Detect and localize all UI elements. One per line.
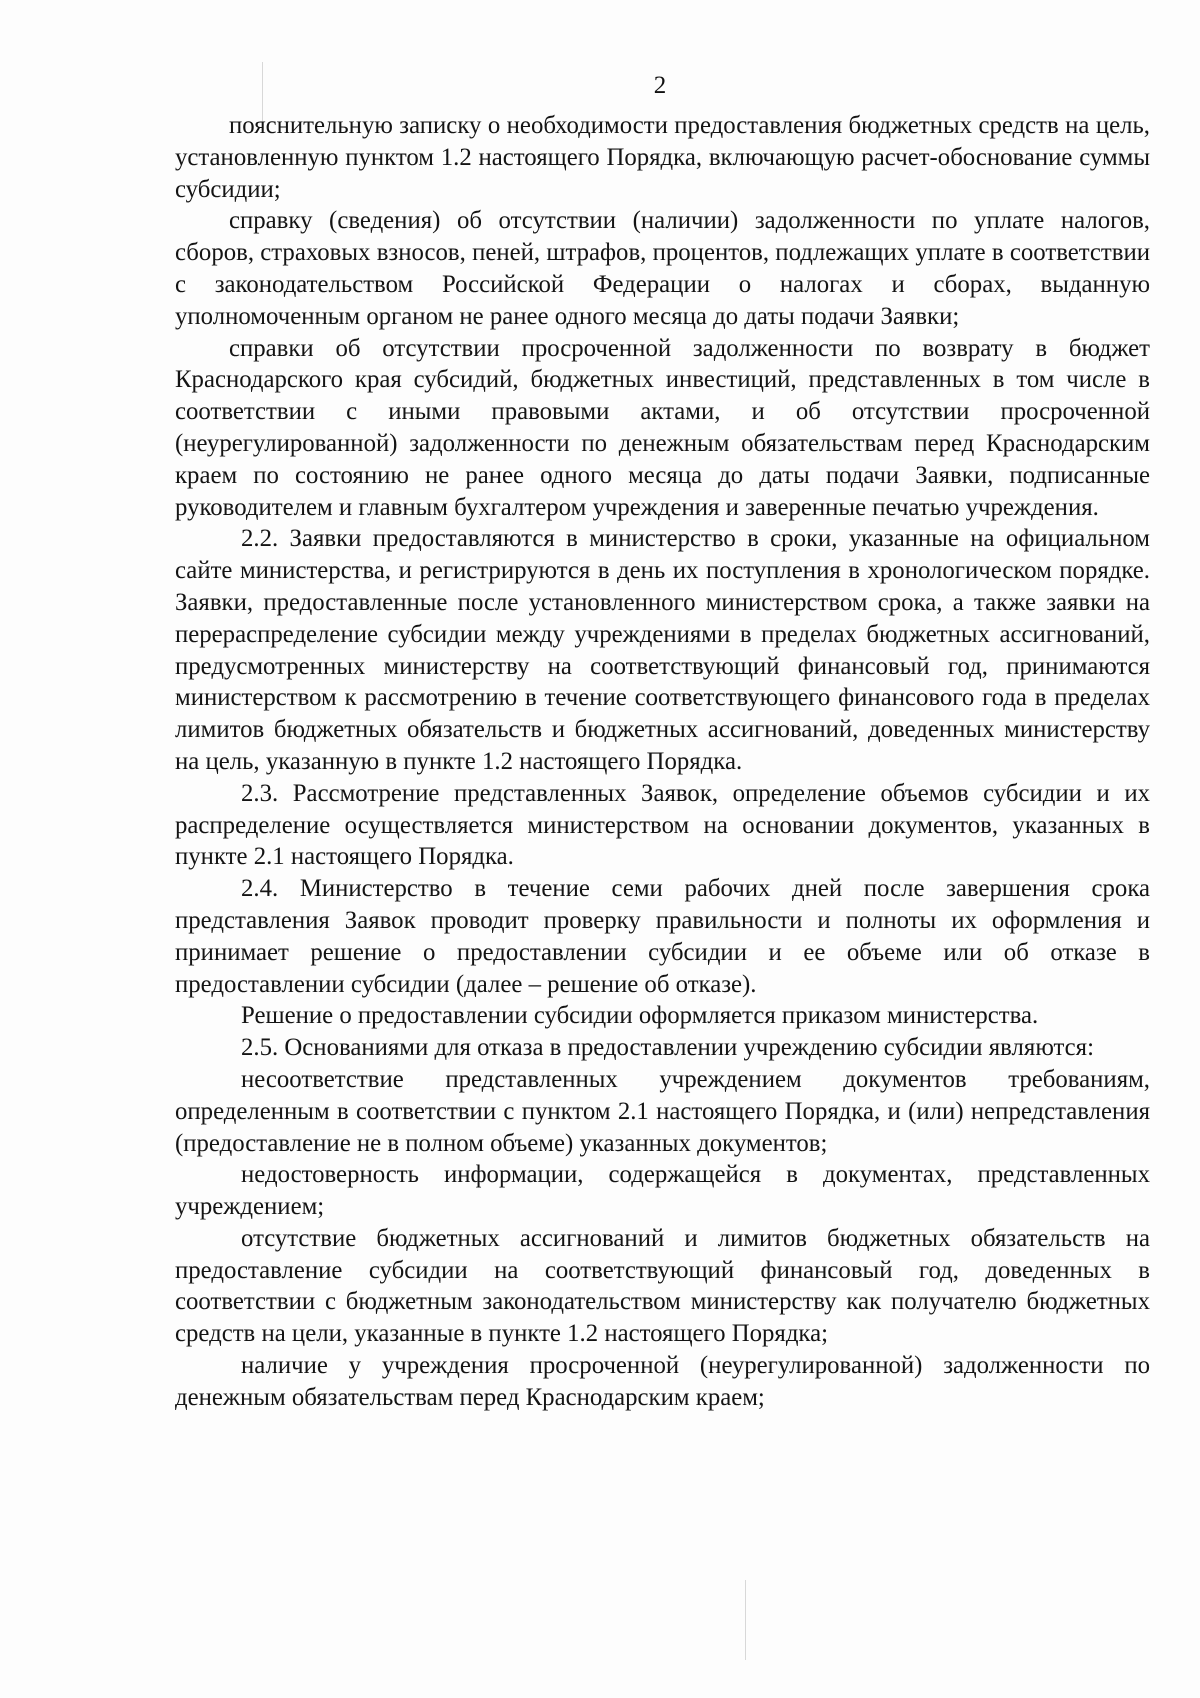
paragraph: пояснительную записку о необходимости предоставления бюджетных средств на цель, установленную пунктом 1.2 настоящего Порядка, включающую расчет-обоснование суммы субсидии;: [175, 112, 1150, 203]
page-number: 2: [653, 72, 667, 99]
paragraph: отсутствие бюджетных ассигнований и лимитов бюджетных обязательств на предоставление субсидии на соответствующий финансовый год, доведенных в соответствии с бюджетным законодательством министерству как получателю бюджетных средств на цели, указанные в пункте 1.2 настоящего Порядка;: [175, 1224, 1150, 1348]
paragraph: недостоверность информации, содержащейся в документах, представленных учреждением;: [175, 1161, 1150, 1221]
paragraph: наличие у учреждения просроченной (неурегулированной) задолженности по денежным обязательствам перед Краснодарским краем;: [175, 1352, 1150, 1411]
document-body: [175, 110, 1150, 1414]
paragraph: 2.2. Заявки предоставляются в министерство в сроки, указанные на официальном сайте министерства, и регистрируются в день их поступления в хронологическом порядке. Заявки, предоставленные после установленного министерством срока, а также заявки на перераспределение субсидии между учреждениями в пределах бюджетных ассигнований, предусмотренных министерству на соответствующий финансовый год, принимаются министерством к рассмотрению в течение соответствующего финансового года в пределах лимитов бюджетных обязательств и бюджетных ассигнований, доведенных министерству на цель, указанную в пункте 1.2 настоящего Порядка.: [175, 525, 1150, 775]
scan-crease-mark: [745, 1580, 746, 1660]
paragraph: справку (сведения) об отсутствии (наличии) задолженности по уплате налогов, сборов, страховых взносов, пеней, штрафов, процентов, подлежащих уплате в соответствии с законодательством Российской Федерации о налогах и сборах, выданную уполномоченным органом не ранее одного месяца до даты подачи Заявки;: [175, 207, 1150, 330]
paragraph: 2.5. Основаниями для отказа в предоставлении учреждению субсидии являются:: [241, 1034, 1094, 1062]
paragraph: справки об отсутствии просроченной задолженности по возврату в бюджет Краснодарского края субсидий, бюджетных инвестиций, представленных в том числе в соответствии с иными правовыми актами, и об отсутствии просроченной (неурегулированной) задолженности по денежным обязательствам перед Краснодарским краем по состоянию не ранее одного месяца до даты подачи Заявки, подписанные руководителем и главным бухгалтером учреждения и заверенные печатью учреждения.: [175, 334, 1150, 521]
paragraph: 2.3. Рассмотрение представленных Заявок, определение объемов субсидии и их распределение осуществляется министерством на основании документов, указанных в пункте 2.1 настоящего Порядка.: [175, 779, 1150, 871]
paragraph: 2.4. Министерство в течение семи рабочих дней после завершения срока представления Заявок проводит проверку правильности и полноты их оформления и принимает решение о предоставлении субсидии и ее объеме или об отказе в предоставлении субсидии (далее – решение об отказе).: [175, 875, 1150, 998]
paragraph: несоответствие представленных учреждением документов требованиям, определенным в соответствии с пунктом 2.1 настоящего Порядка, и (или) непредставления (предоставление не в полном объеме) указанных документов;: [175, 1065, 1150, 1157]
paragraph: Решение о предоставлении субсидии оформляется приказом министерства.: [241, 1002, 1039, 1030]
